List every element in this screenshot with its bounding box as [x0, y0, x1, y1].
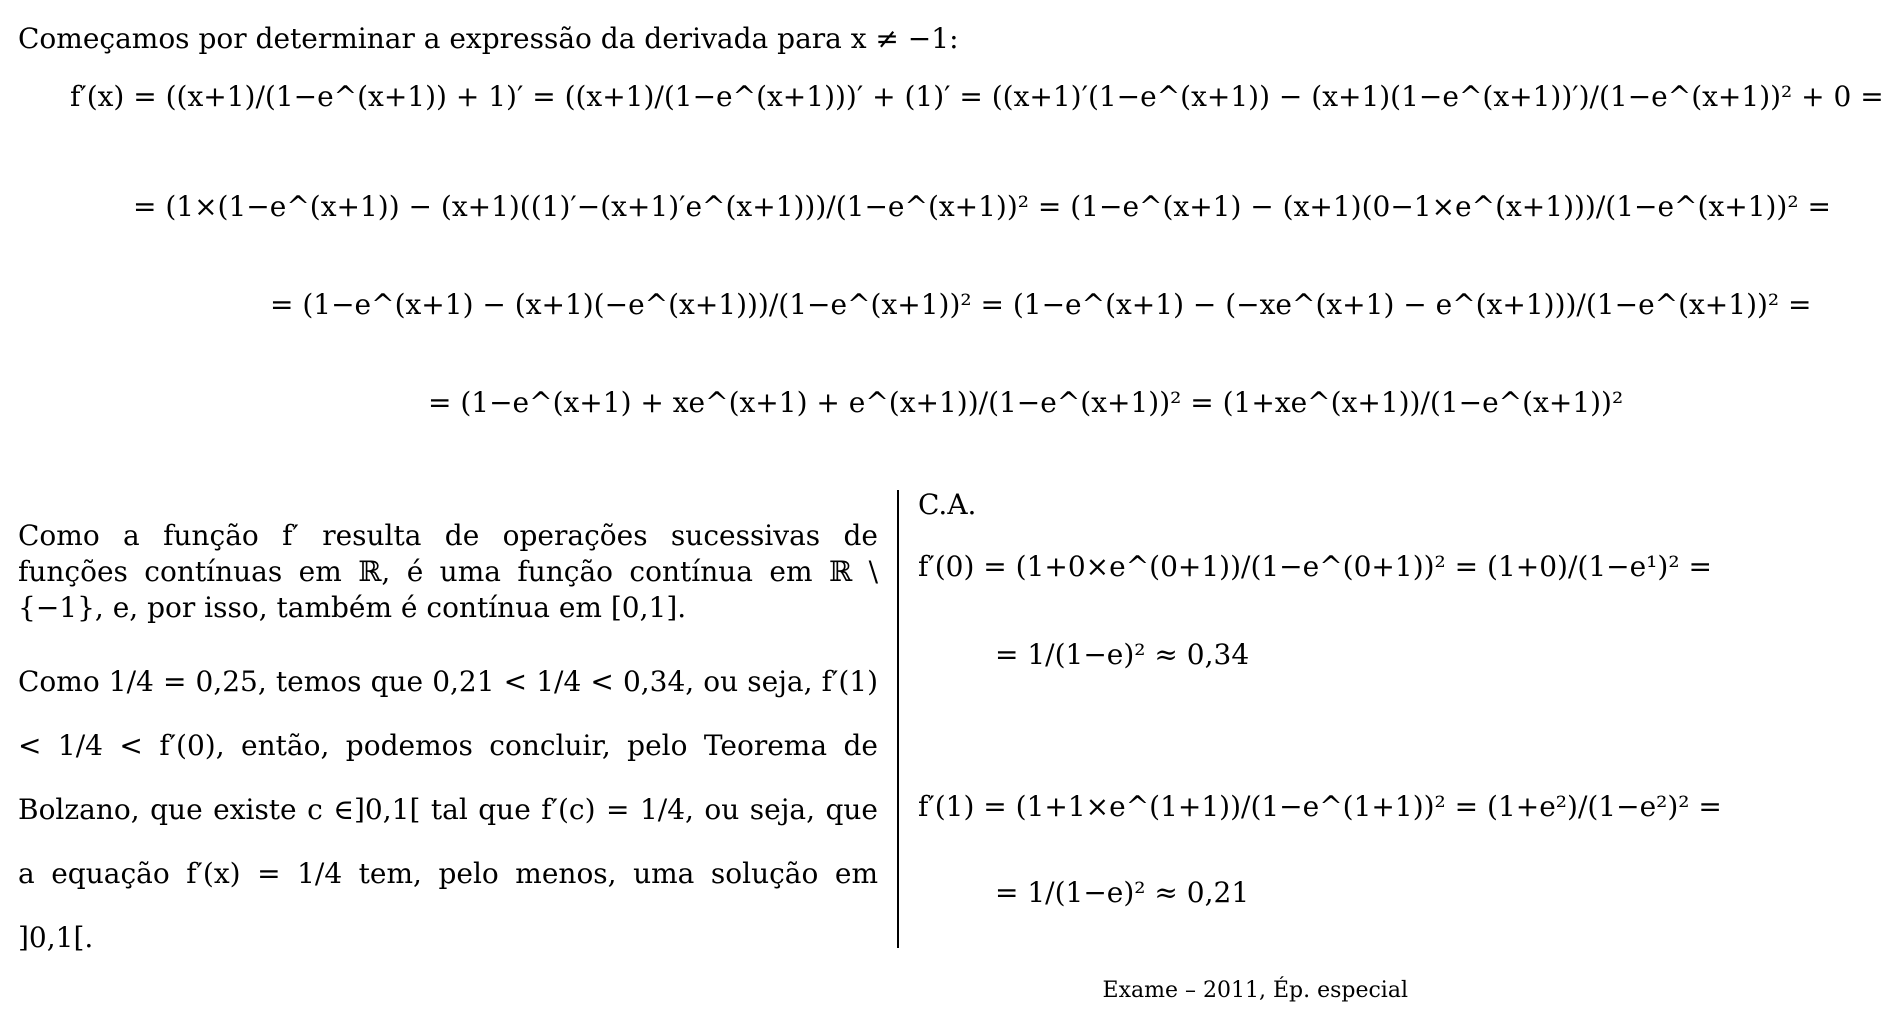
ca-title: C.A. [918, 488, 977, 521]
bolzano-paragraph: Como 1/4 = 0,25, temos que 0,21 < 1/4 < 0,34, ou seja, f′(1) < 1/4 < f′(0), então, podemos concluir, pelo Teorema de Bolzano, que existe c ∈]0,1[ tal que f′(c) = 1/4, ou seja, que a equação f′(x) = 1/4 tem, pelo menos, uma solução em ]0,1[. [18, 665, 878, 954]
derivative-line-1: f′(x) = ((x+1)/(1−e^(x+1)) + 1)′ = ((x+1)/(1−e^(x+1)))′ + (1)′ = ((x+1)′(1−e^(x+1)) − (x+1)(1−e^(x+1))′)/(1−e^(x+1))² + 0 = [70, 80, 1884, 113]
ca-f1-line-2: = 1/(1−e)² ≈ 0,21 [995, 876, 1250, 909]
column-divider [897, 490, 899, 948]
ca-f0-line-1: f′(0) = (1+0×e^(0+1))/(1−e^(0+1))² = (1+0)/(1−e¹)² = [918, 550, 1712, 583]
derivative-line-2: = (1×(1−e^(x+1)) − (x+1)((1)′−(x+1)′e^(x+1)))/(1−e^(x+1))² = (1−e^(x+1) − (x+1)(0−1×e^(x+1)))/(1−e^(x+1))² = [133, 190, 1831, 223]
derivative-line-4: = (1−e^(x+1) + xe^(x+1) + e^(x+1))/(1−e^(x+1))² = (1+xe^(x+1))/(1−e^(x+1))² [428, 386, 1624, 419]
ca-f0-line-2: = 1/(1−e)² ≈ 0,34 [995, 638, 1250, 671]
ca-f1-line-1: f′(1) = (1+1×e^(1+1))/(1−e^(1+1))² = (1+e²)/(1−e²)² = [918, 790, 1722, 823]
derivative-line-3: = (1−e^(x+1) − (x+1)(−e^(x+1)))/(1−e^(x+1))² = (1−e^(x+1) − (−xe^(x+1) − e^(x+1)))/(1−e^(x+1))² = [270, 288, 1812, 321]
intro-text: Começamos por determinar a expressão da derivada para x ≠ −1: [18, 22, 959, 55]
continuity-paragraph: Como a função f′ resulta de operações sucessivas de funções contínuas em ℝ, é uma função contínua em ℝ \ {−1}, e, por isso, também é contínua em [0,1]. [18, 519, 878, 624]
source-citation: Exame – 2011, Ép. especial [1102, 978, 1408, 1003]
